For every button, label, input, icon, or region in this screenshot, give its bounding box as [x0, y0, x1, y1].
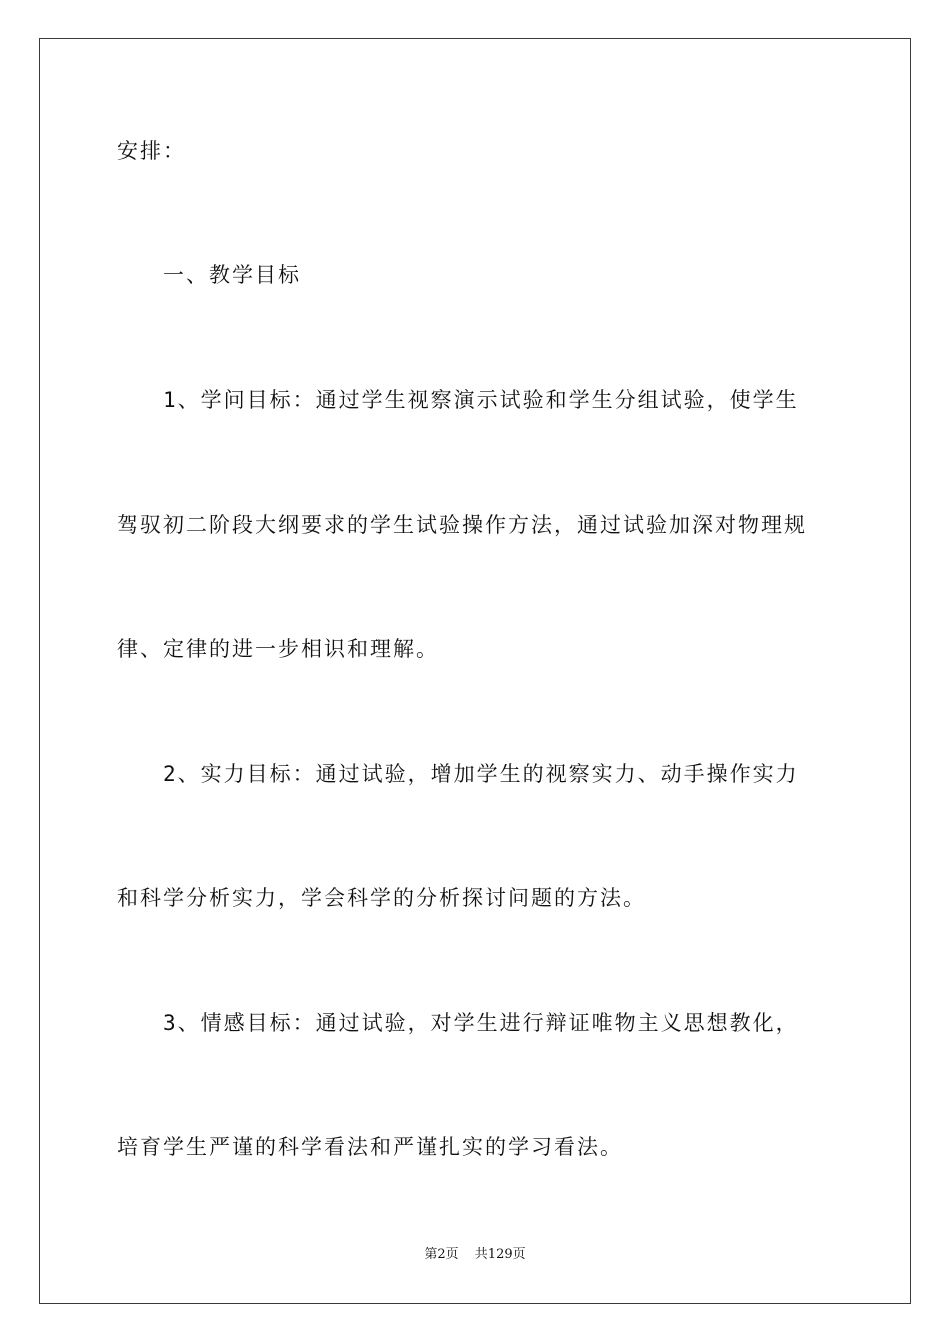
text-line: 培育学生严谨的科学看法和严谨扎实的学习看法。 — [117, 1135, 623, 1159]
text-line: 2、实力目标：通过试验，增加学生的视察实力、动手操作实力 — [117, 762, 799, 786]
page-footer — [0, 1246, 950, 1264]
page-frame — [39, 38, 911, 1304]
text-line: 安排： — [117, 139, 186, 163]
text-line: 1、学问目标：通过学生视察演示试验和学生分组试验，使学生 — [117, 388, 799, 412]
page-number: 第2页 — [424, 1247, 459, 1262]
text-line: 驾驭初二阶段大纲要求的学生试验操作方法，通过试验加深对物理规 — [117, 513, 807, 537]
section-heading: 一、教学目标 — [117, 263, 301, 287]
text-line: 律、定律的进一步相识和理解。 — [117, 637, 439, 661]
text-line: 和科学分析实力，学会科学的分析探讨问题的方法。 — [117, 886, 646, 910]
total-pages: 共129页 — [474, 1247, 526, 1262]
text-line: 3、情感目标：通过试验，对学生进行辩证唯物主义思想教化， — [117, 1011, 799, 1035]
